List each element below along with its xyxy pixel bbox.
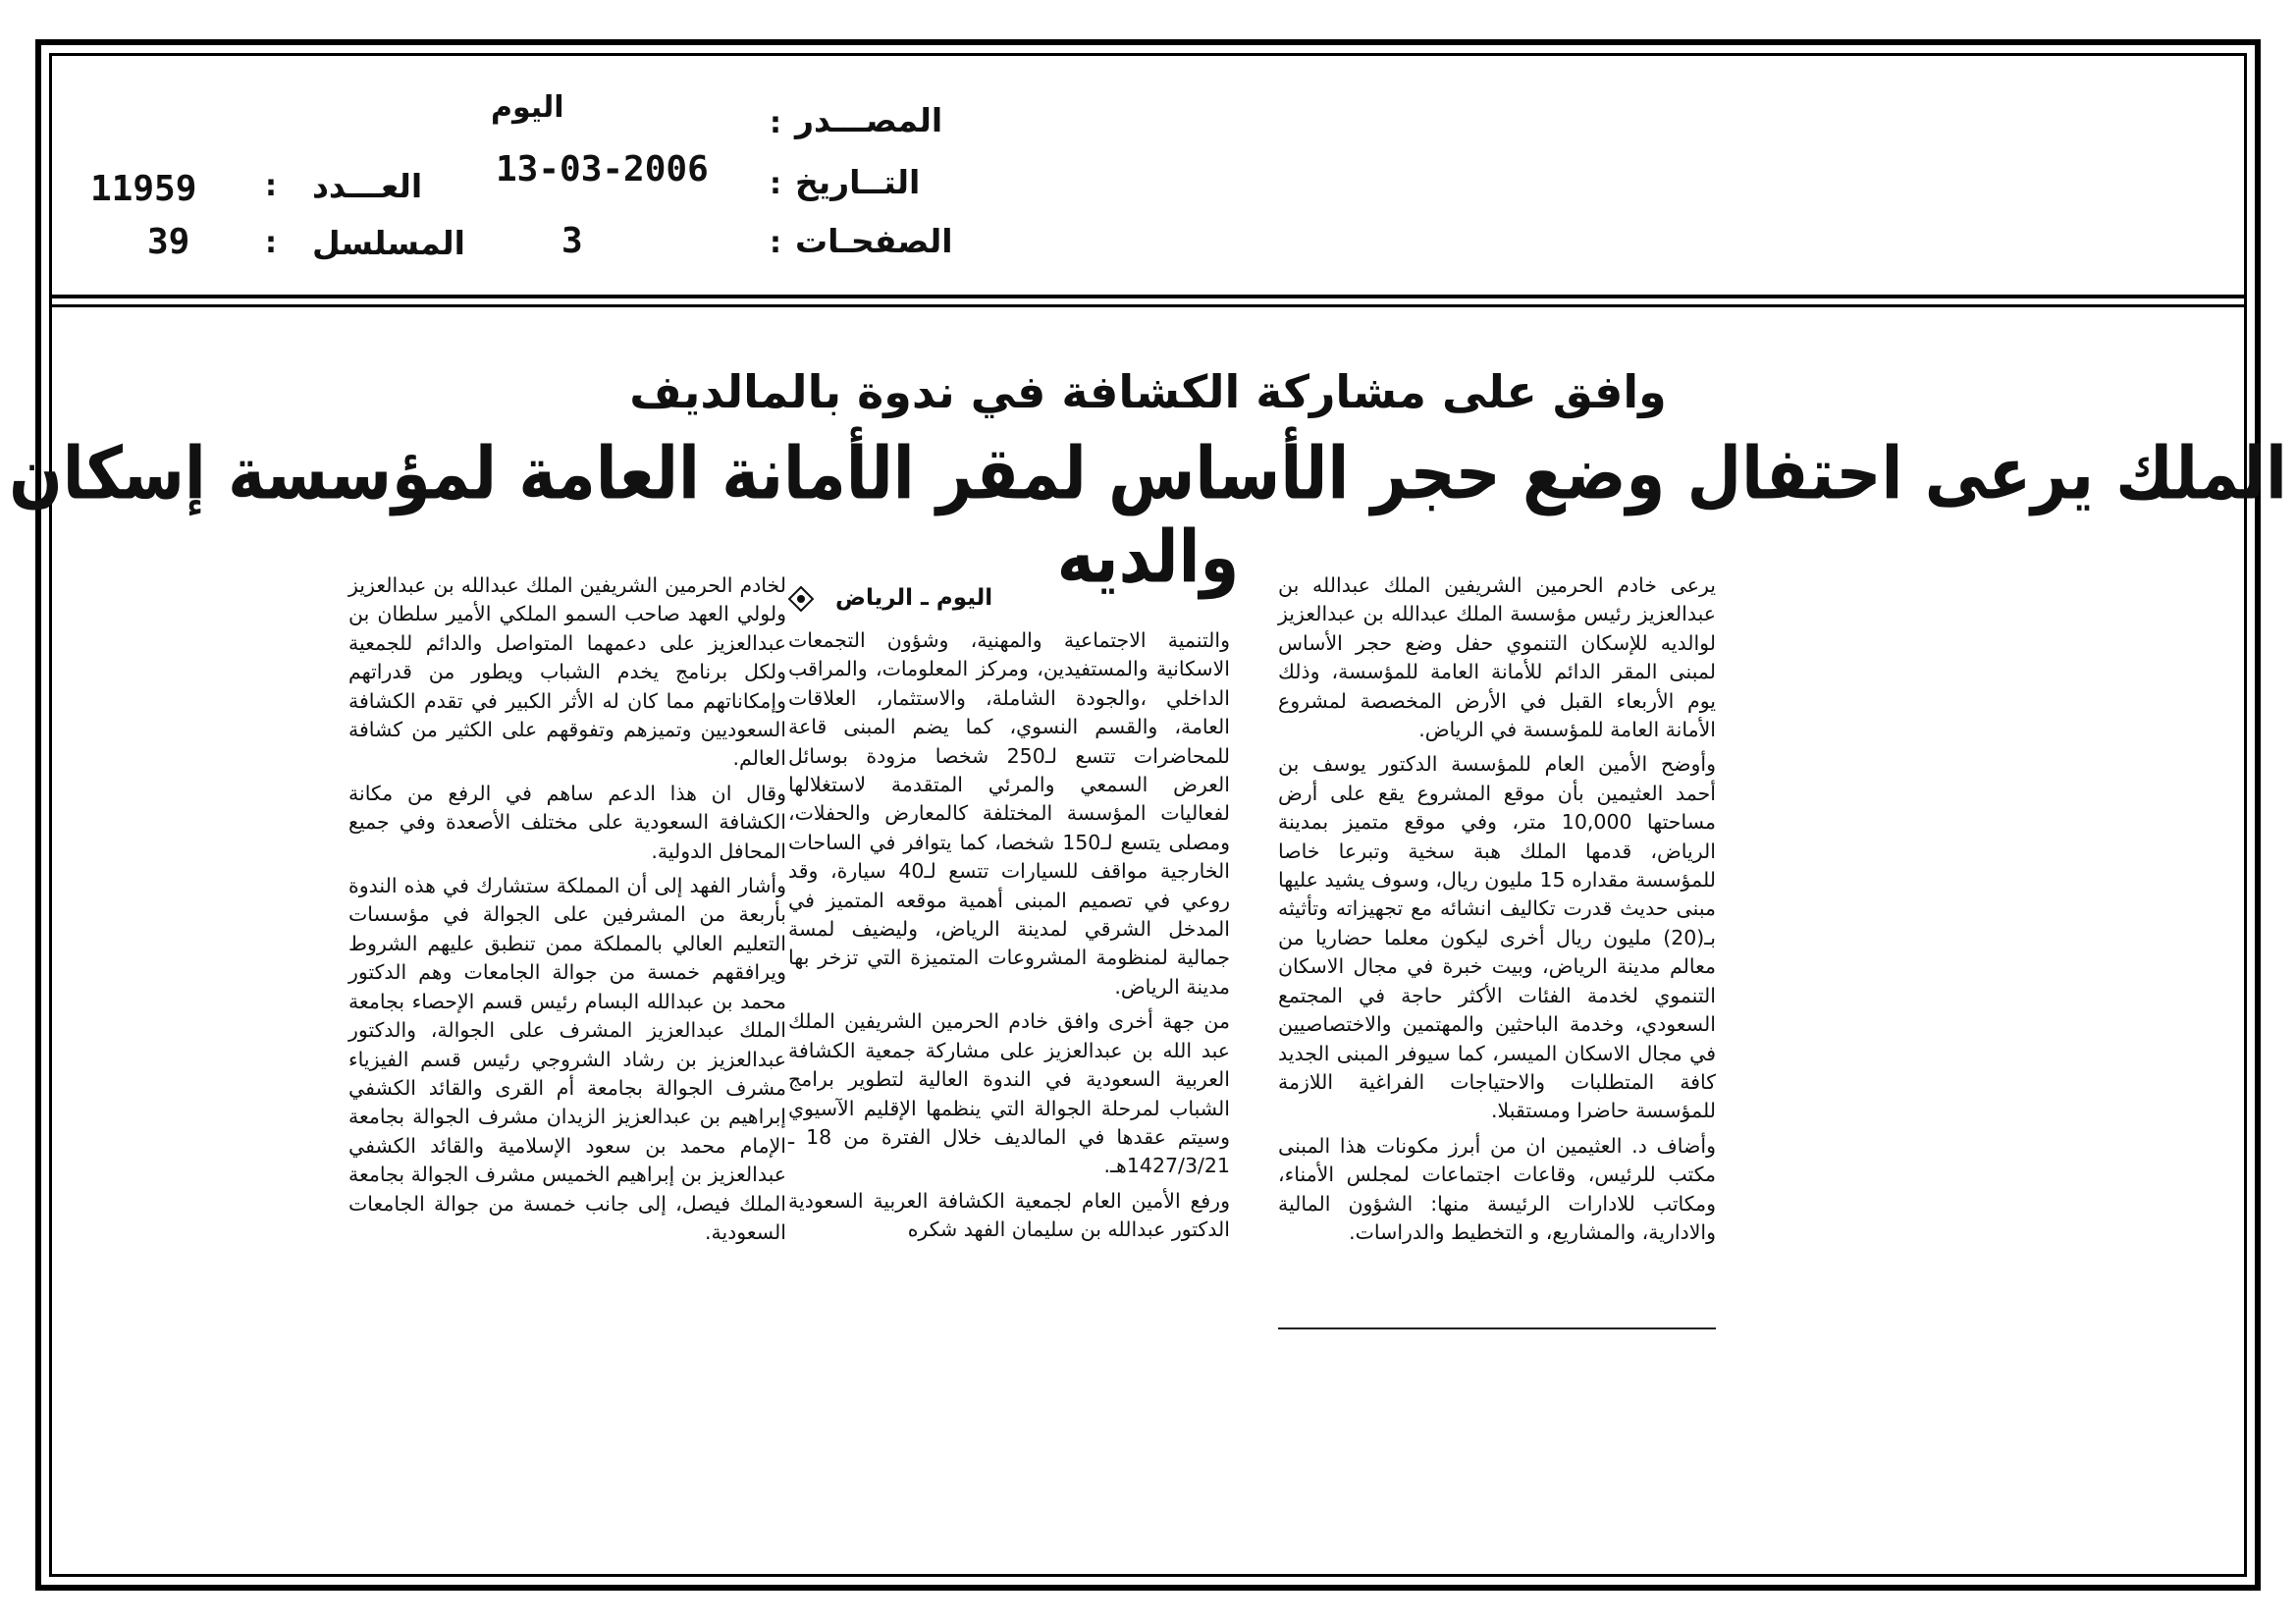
- article-column-middle: [788, 571, 1230, 1251]
- column-end-rule: [1278, 1327, 1716, 1329]
- source-value: اليوم: [491, 90, 564, 125]
- article-headline: الملك يرعى احتفال وضع حجر الأساس لمقر الأمانة العامة لمؤسسة إسكان والديه: [9, 432, 2287, 601]
- article-kicker: وافق على مشاركة الكشافة في ندوة بالمالديف: [629, 365, 1667, 418]
- pages-label: الصفحـات: [795, 222, 953, 260]
- paragraph: والتنمية الاجتماعية والمهنية، وشؤون التجمعات الاسكانية والمستفيدين، ومركز المعلومات، والمراقب الداخلي ،والجودة الشاملة، والاستثمار، العلاقات العامة، والقسم النسوي، كما يضم المبنى قاعة للمحاضرات تتسع لـ250 شخصا مزودة بوسائل العرض السمعي والمرئي المتقدمة لاستغلالها لفعاليات المؤسسة المختلفة كالمعارض والحفلات، ومصلى يتسع لـ150 شخصا، كما يتوافر في الساحات الخارجية مواقف للسيارات تتسع لـ40 سيارة، وقد روعي في تصميم المبنى أهمية موقعه المتميز في المدخل الشرقي لمدينة الرياض، وليضيف لمسة جمالية لمنظومة المشروعات المتميزة التي تزخر بها مدينة الرياض.: [788, 628, 1231, 999]
- serial-colon: :: [265, 226, 277, 260]
- byline-text: اليوم ـ الرياض: [835, 585, 993, 612]
- issue-colon: :: [265, 169, 277, 203]
- paragraph: وقال ان هذا الدعم ساهم في الرفع من مكانة الكشافة السعودية على مختلف الأصعدة وفي جميع المحافل الدولية.: [348, 781, 786, 863]
- source-colon: :: [770, 106, 781, 140]
- paragraph: لخادم الحرمين الشريفين الملك عبدالله بن عبدالعزيز ولولي العهد صاحب السمو الملكي الأمير سلطان بن عبدالعزيز على دعمهما المتواصل والدائم للجمعية ولكل برنامج يخدم الشباب ويطور من قدراتهم وإمكاناتهم مما كان له الأثر الكبير في تقدم الكشافة السعوديين وتميزهم وتفوقهم على الكثير من كشافة العالم.: [348, 573, 786, 771]
- serial-value: 39: [147, 222, 190, 262]
- paragraph: يرعى خادم الحرمين الشريفين الملك عبدالله بن عبدالعزيز رئيس مؤسسة الملك عبدالله بن عبدالعزيز لوالديه للإسكان التنموي حفل وضع حجر الأساس لمبنى المقر الدائم للأمانة العامة للمؤسسة، وذلك يوم الأربعاء القبل في الأرض المخصصة لمشروع الأمانة العامة للمؤسسة في الرياض.: [1278, 573, 1716, 742]
- article-column-right: [1278, 571, 1716, 1253]
- pages-colon: :: [770, 226, 781, 260]
- paragraph: ورفع الأمين العام لجمعية الكشافة العربية السعودية الدكتور عبدالله بن سليمان الفهد شكره: [788, 1188, 1230, 1242]
- paragraph: وأشار الفهد إلى أن المملكة ستشارك في هذه الندوة بأربعة من المشرفين على الجوالة في مؤسسات التعليم العالي بالمملكة ممن تنطبق عليهم الشروط ويرافقهم خمسة من جوالة الجامعات وهم الدكتور محمد بن عبدالله البسام رئيس قسم الإحصاء بجامعة الملك عبدالعزيز المشرف على الجوالة، والدكتور عبدالعزيز بن رشاد الشروجي رئيس قسم الفيزياء مشرف الجوالة بجامعة أم القرى والقائد الكشفي إبراهيم بن عبدالعزيز الزيدان مشرف الجوالة بجامعة الإمام محمد بن سعود الإسلامية والقائد الكشفي عبدالعزيز بن إبراهيم الخميس مشرف الجوالة بجامعة الملك فيصل، إلى جانب خمسة من جوالة الجامعات السعودية.: [348, 874, 786, 1244]
- paragraph: وأوضح الأمين العام للمؤسسة الدكتور يوسف بن أحمد العثيمين بأن موقع المشروع يقع على أرض مساحتها 10,000 متر، وفي موقع متميز بمدينة الرياض، قدمها الملك هبة سخية وتبرعا خاصا للمؤسسة مقداره 15 مليون ريال، وسوف يشيد عليها مبنى حديث قدرت تكاليف انشائه مع تجهيزاته وتأثيثه بـ(20) مليون ريال أخرى ليكون معلما حضاريا من معالم مدينة الرياض، وبيت خبرة في مجال الاسكان التنموي لخدمة الفئات الأكثر حاجة في المجتمع السعودي، وخدمة الباحثين والمهتمين والاختصاصيين في مجال الاسكان الميسر، كما سيوفر المبنى الجديد كافة المتطلبات والاحتياجات الفراغية اللازمة للمؤسسة حاضرا ومستقبلا.: [1278, 752, 1716, 1123]
- paragraph: وأضاف د. العثيمين ان من أبرز مكونات هذا المبنى مكتب للرئيس، وقاعات اجتماعات لمجلس الأمناء، ومكاتب للادارات الرئيسة منها: الشؤون المالية والادارية، والمشاريع، و التخطيط والدراسات.: [1278, 1133, 1716, 1244]
- newspaper-logo-icon: [788, 586, 814, 612]
- date-label: التــاريخ: [795, 163, 921, 201]
- header-divider: [49, 295, 2247, 298]
- header-divider-secondary: [49, 304, 2247, 307]
- issue-label: العـــدد: [312, 167, 423, 205]
- pages-value: 3: [561, 221, 583, 261]
- date-colon: :: [770, 167, 781, 201]
- paragraph: من جهة أخرى وافق خادم الحرمين الشريفين الملك عبد الله بن عبدالعزيز على مشاركة جمعية الكشافة العربية السعودية في الندوة العالية لتطوير برامج الشباب لمرحلة الجوالة التي ينظمها الإقليم الآسيوي وسيتم عقدها في المالديف خلال الفترة من 18 ـ 1427/3/21هـ.: [788, 1009, 1231, 1178]
- date-value: 13-03-2006: [496, 149, 709, 189]
- article-column-left: [348, 571, 786, 1253]
- issue-value: 11959: [90, 169, 197, 209]
- byline: [788, 571, 1230, 626]
- source-label: المصـــدر: [795, 101, 943, 139]
- serial-label: المسلسل: [312, 224, 465, 262]
